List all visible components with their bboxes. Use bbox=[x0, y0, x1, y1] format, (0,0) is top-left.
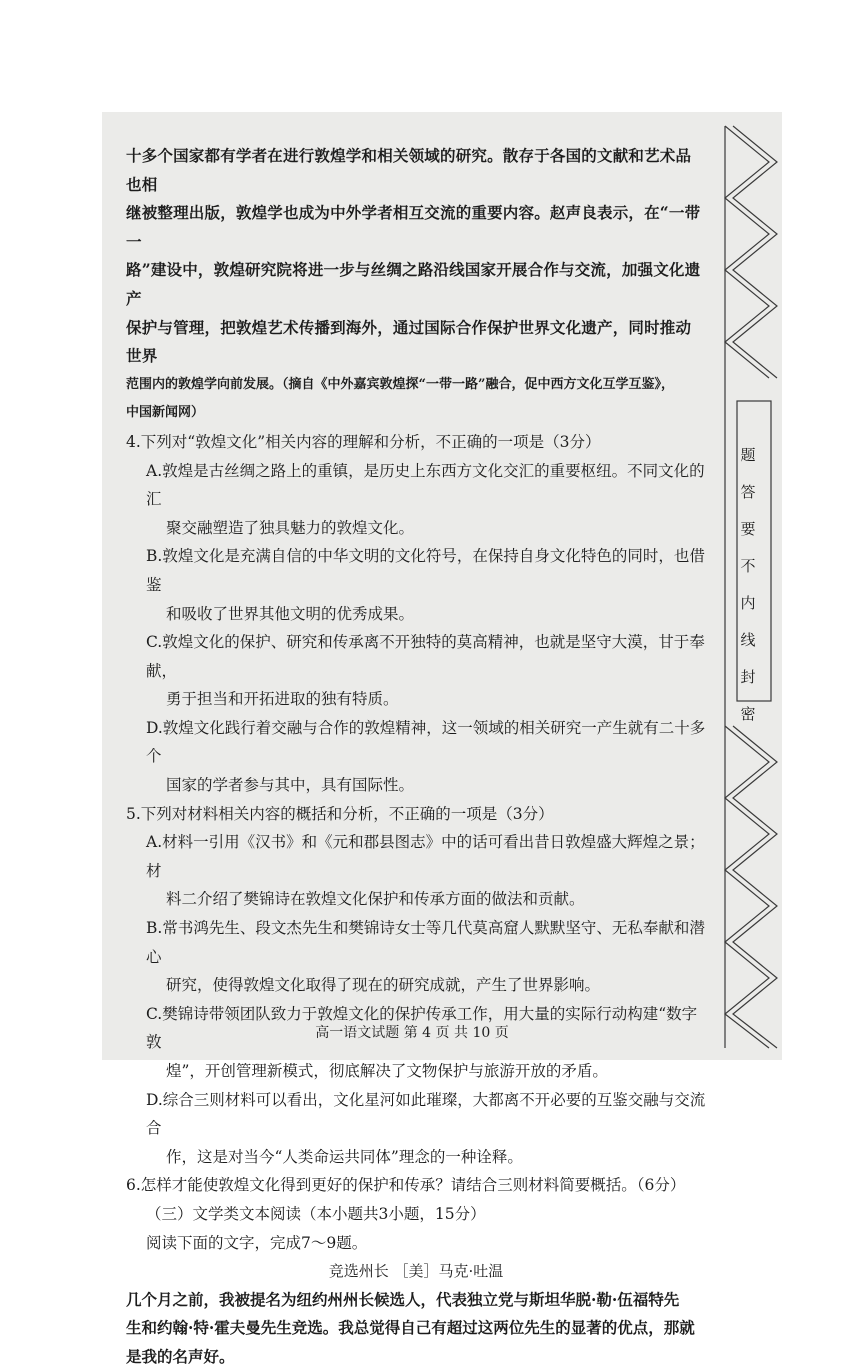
q5-option-a-cont: 料二介绍了樊锦诗在敦煌文化保护和传承方面的做法和贡献。 bbox=[166, 890, 585, 909]
section-3-heading: （三）文学类文本阅读（本小题共3小题，15分） bbox=[146, 1204, 486, 1223]
exam-page bbox=[102, 112, 782, 1366]
seal-char: 要 bbox=[740, 520, 756, 538]
q5-option-d: D.综合三则材料可以看出，文化星河如此璀璨，大都离不开必要的互鉴交融与交流合 bbox=[146, 1090, 706, 1138]
intro-line-2: 继被整理出版，敦煌学也成为中外学者相互交流的重要内容。赵声良表示，在“一带一 bbox=[126, 203, 701, 251]
q4-option-d: D.敦煌文化践行着交融与合作的敦煌精神，这一领域的相关研究一产生就有二十多个 bbox=[146, 718, 706, 766]
seal-char: 封 bbox=[740, 668, 756, 686]
q5-option-d-cont: 作，这是对当今“人类命运共同体”理念的一种诠释。 bbox=[166, 1147, 523, 1166]
reading-instruction: 阅读下面的文字，完成7～9题。 bbox=[146, 1233, 368, 1252]
seal-char: 题 bbox=[740, 446, 756, 464]
q5-option-b: B.常书鸿先生、段文杰先生和樊锦诗女士等几代莫高窟人默默坚守、无私奉献和潜心 bbox=[146, 919, 705, 966]
question-4-stem: 4.下列对“敦煌文化”相关内容的理解和分析，不正确的一项是（3分） bbox=[126, 432, 601, 451]
seal-char: 密 bbox=[740, 705, 756, 723]
intro-line-4: 保护与管理，把敦煌艺术传播到海外，通过国际合作保护世界文化遗产，同时推动世界 bbox=[126, 317, 692, 366]
story-line-3: 是我的名声好。 bbox=[126, 1346, 235, 1366]
story-title: 竞选州长 ［美］马克·吐温 bbox=[328, 1262, 504, 1281]
q5-option-c-cont: 煌”，开创管理新模式，彻底解决了文物保护与旅游开放的矛盾。 bbox=[166, 1062, 608, 1080]
intro-line-5: 范围内的敦煌学向前发展。（摘自《中外嘉宾敦煌探“一带一路”融合，促中西方文化互学互鉴》， bbox=[126, 376, 674, 392]
q4-option-d-cont: 国家的学者参与其中，具有国际性。 bbox=[166, 776, 415, 795]
intro-line-1: 十多个国家都有学者在进行敦煌学和相关领域的研究。散存于各国的文献和艺术品也相 bbox=[126, 146, 692, 194]
q5-option-a: A.材料一引用《汉书》和《元和郡县图志》中的话可看出昔日敦煌盛大辉煌之景；材 bbox=[146, 833, 705, 880]
story-line-2: 生和约翰·特·霍夫曼先生竞选。我总觉得自己有超过这两位先生的显著的优点，那就 bbox=[126, 1318, 695, 1338]
q4-option-b: B.敦煌文化是充满自信的中华文明的文化符号，在保持自身文化特色的同时，也借鉴 bbox=[146, 547, 705, 594]
seal-char: 内 bbox=[740, 594, 756, 612]
story-line-1: 几个月之前，我被提名为纽约州州长候选人，代表独立党与斯坦华脱·勒·伍福特先 bbox=[126, 1289, 680, 1309]
q4-option-c: C.敦煌文化的保护、研究和传承离不开独特的莫高精神，也就是坚守大漠，甘于奉献， bbox=[146, 633, 705, 680]
question-5-stem: 5.下列对材料相关内容的概括和分析，不正确的一项是（3分） bbox=[126, 804, 554, 823]
q5-option-c: C.樊锦诗带领团队致力于敦煌文化的保护传承工作，用大量的实际行动构建“数字敦 bbox=[146, 1004, 698, 1052]
intro-line-3: 路”建设中，敦煌研究院将进一步与丝绸之路沿线国家开展合作与交流，加强文化遗产 bbox=[126, 260, 701, 308]
page-footer: 高一语文试题 第 4 页 共 10 页 bbox=[315, 1025, 509, 1041]
seal-char: 线 bbox=[740, 631, 756, 649]
seal-line-notice bbox=[736, 437, 760, 733]
page-content bbox=[126, 142, 706, 1372]
intro-line-6: 中国新闻网） bbox=[126, 405, 205, 421]
question-6: 6.怎样才能使敦煌文化得到更好的保护和传承？请结合三则材料简要概括。（6分） bbox=[126, 1176, 686, 1195]
q4-option-a: A.敦煌是古丝绸之路上的重镇，是历史上东西方文化交汇的重要枢纽。不同文化的汇 bbox=[146, 461, 705, 509]
seal-char: 不 bbox=[740, 557, 756, 575]
q5-option-b-cont: 研究，使得敦煌文化取得了现在的研究成就，产生了世界影响。 bbox=[166, 976, 601, 995]
q4-option-a-cont: 聚交融塑造了独具魅力的敦煌文化。 bbox=[166, 518, 415, 537]
seal-char: 答 bbox=[740, 483, 756, 501]
q4-option-c-cont: 勇于担当和开拓进取的独有特质。 bbox=[166, 690, 399, 709]
q4-option-b-cont: 和吸收了世界其他文明的优秀成果。 bbox=[166, 604, 415, 623]
